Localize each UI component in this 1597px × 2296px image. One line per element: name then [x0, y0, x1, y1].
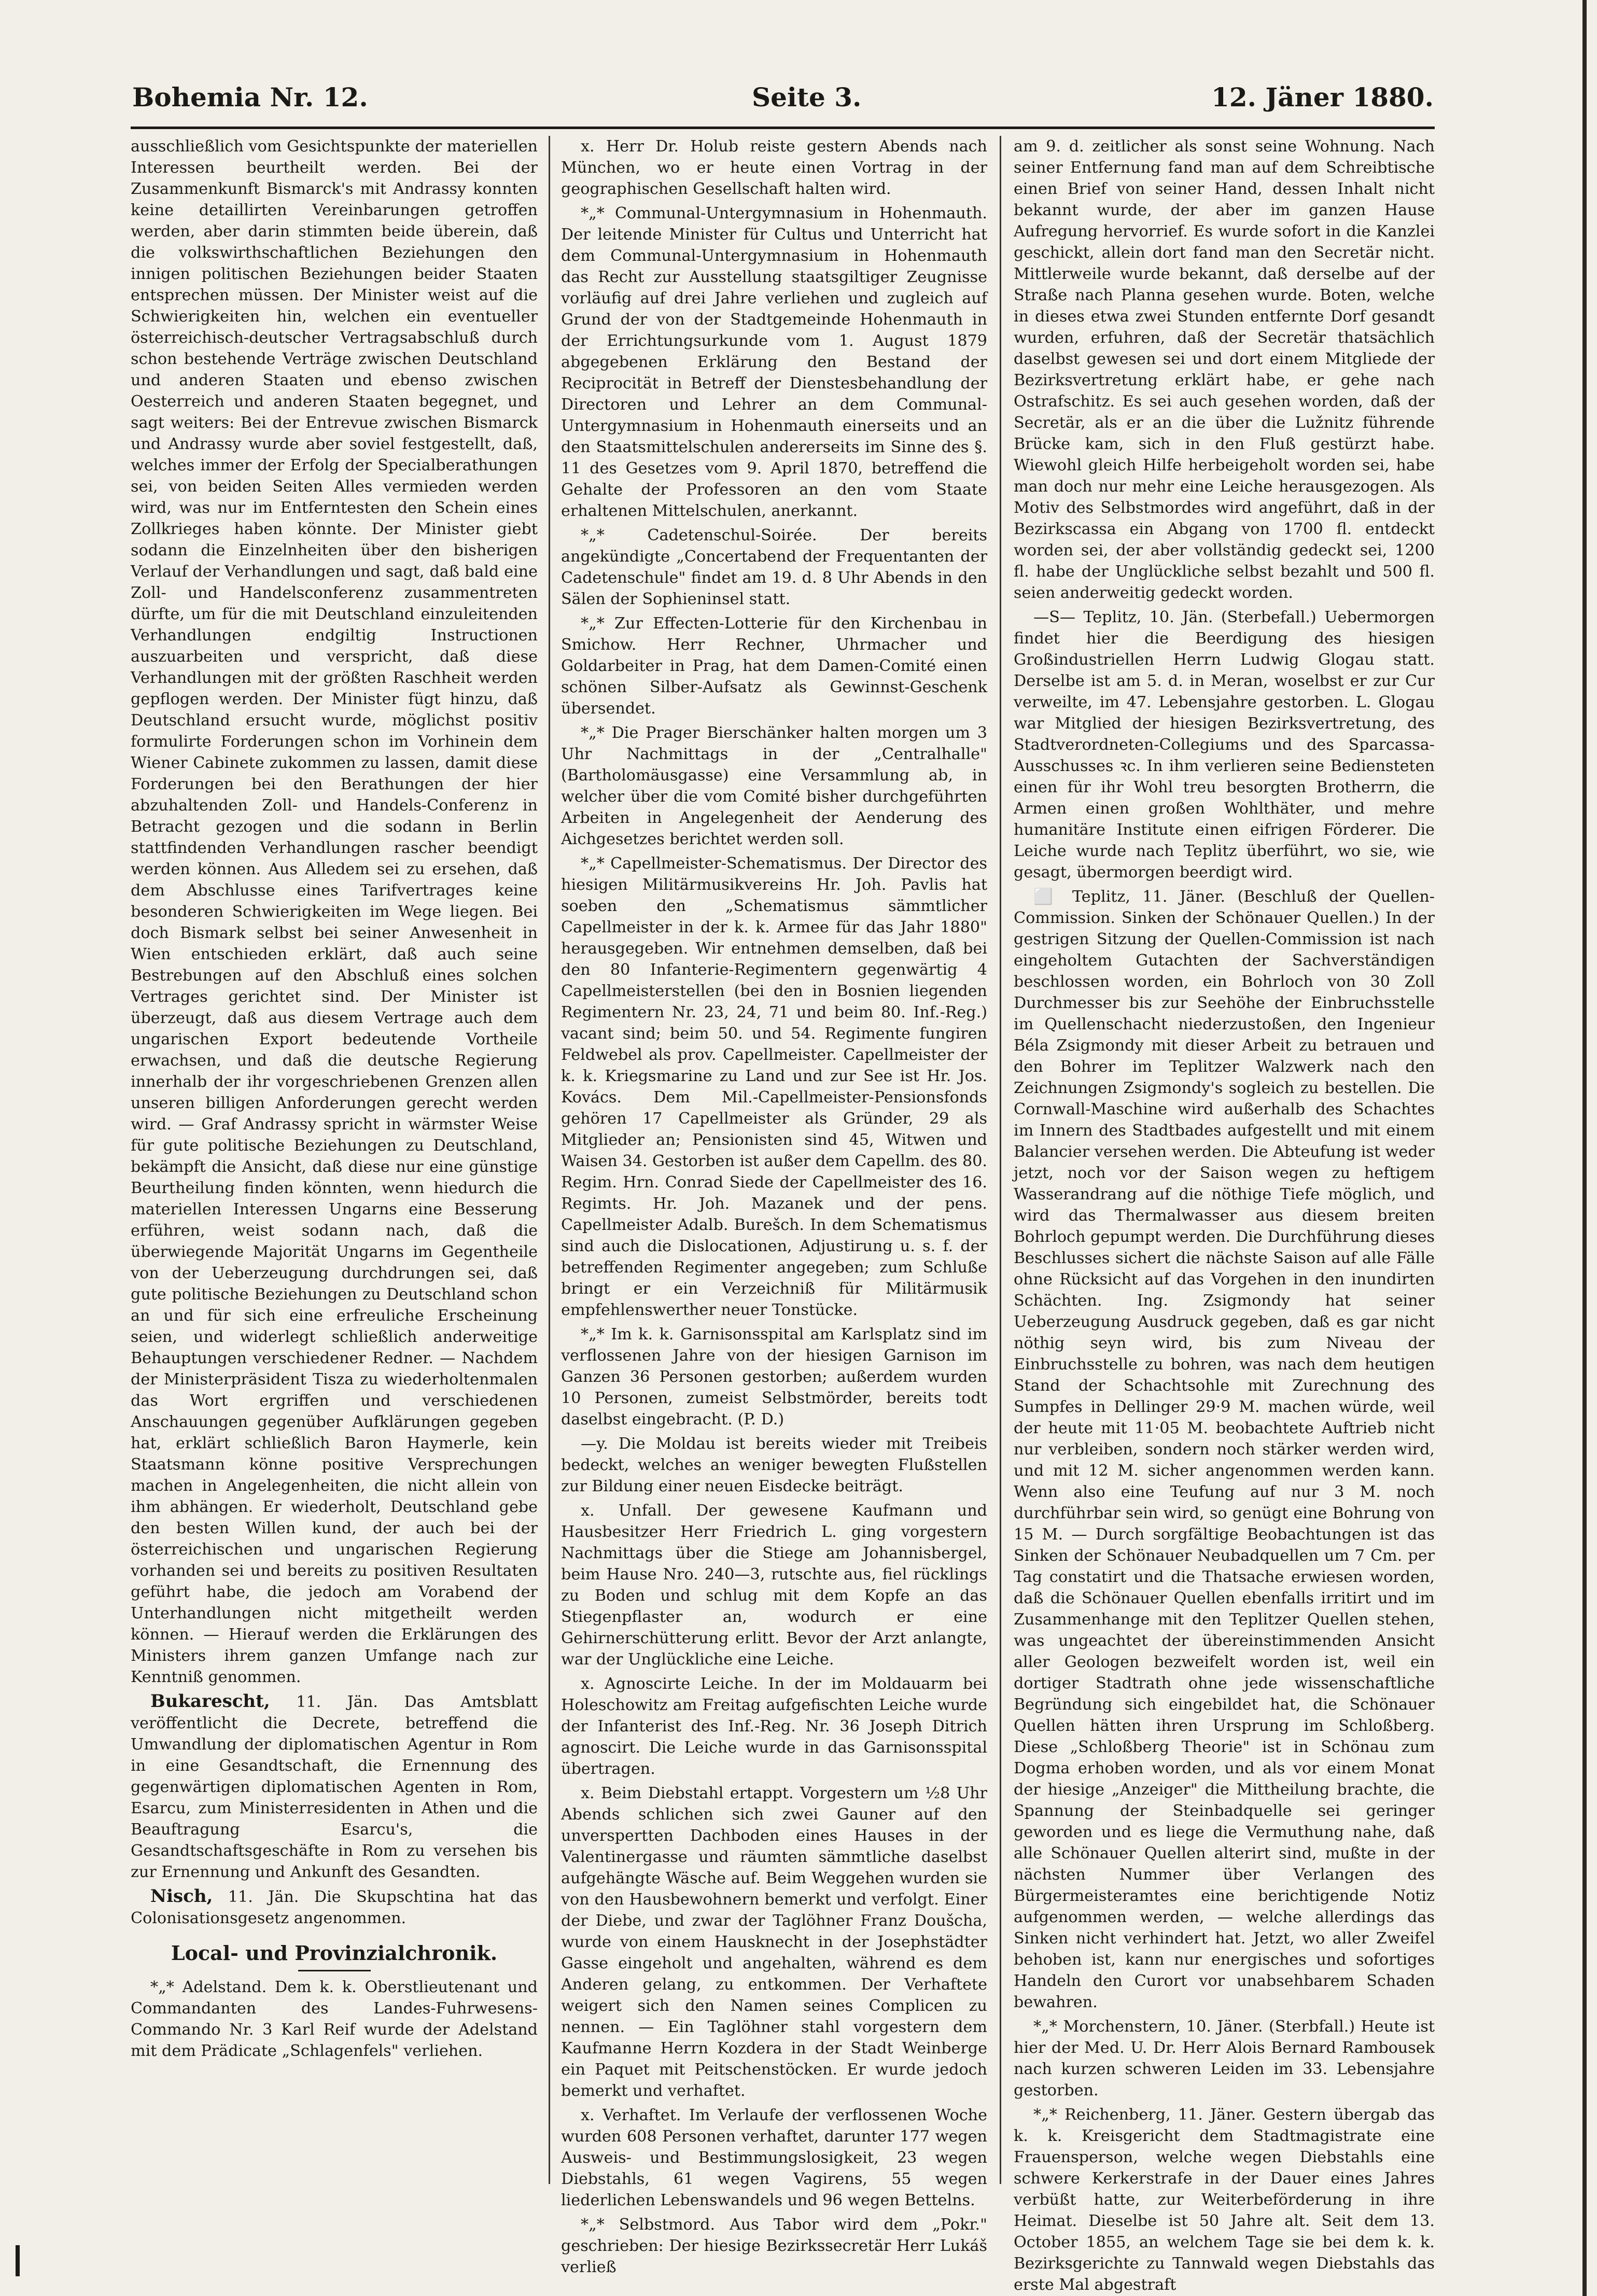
- news-item: *„* Im k. k. Garnisonsspital am Karlsplatz sind im verflossenen Jahre von der hiesigen Garnison im Ganzen 36 Personen gestorben; außerdem wurden 10 Personen, zumeist Selbstmörder, bereits todt daselbst eingebracht. (P. D.): [561, 1325, 987, 1429]
- news-item: x. Unfall. Der gewesene Kaufmann und Hausbesitzer Herr Friedrich L. ging vorgestern Nachmittags über die Stiege am Johannisbergel, beim Hause Nro. 240—3, rutschte aus, fiel rücklings zu Boden und schlug mit dem Kopfe an das Stiegenpflaster an, wodurch er eine Gehirnerschütterung erlitt. Bevor der Arzt anlangte, war der Unglückliche eine Leiche.: [561, 1502, 987, 1669]
- page-header: [132, 82, 1434, 123]
- page-edge: [1582, 0, 1587, 2296]
- header-title: Bohemia Nr. 12.: [132, 82, 368, 113]
- column-divider: [549, 136, 550, 2184]
- article-text: 11. Jän. Die Skupschtina hat das Colonisationsgesetz angenommen.: [131, 1888, 538, 1927]
- section-title: Local- und Provinzialchronik.: [171, 1941, 498, 1965]
- news-item: *„* Communal-Untergymnasium in Hohenmauth. Der leitende Minister für Cultus und Unterricht hat dem Communal-Untergymnasium in Hohenmauth das Recht zur Ausstellung staatsgiltiger Zeugnisse vorläufig auf drei Jahre verliehen und zugleich auf Grund der von der Stadtgemeinde Hohenmauth in der Errichtungsurkunde vom 1. August 1879 abgegebenen Erklärung den Bestand der Reciprocität in Betreff der Dienstesbehandlung der Directoren und Lehrer an dem Communal-Untergymnasium in Hohenmauth einerseits und an den Staatsmittelschulen andererseits im Sinne des §. 11 des Gesetzes vom 9. April 1870, betreffend die Gehalte der Professoren an den vom Staate erhaltenen Mittelschulen, anerkannt.: [561, 204, 987, 520]
- header-date: 12. Jäner 1880.: [1211, 82, 1434, 113]
- news-item: *„* Die Prager Bierschänker halten morgen um 3 Uhr Nachmittags in der „Centralhalle" (Bartholomäusgasse) eine Versammlung ab, in welcher über die vom Comité bisher durchgeführten Arbeiten in Angelegenheit der Aenderung des Aichgesetzes berichtet werden soll.: [561, 724, 987, 848]
- article-text: 11. Jän. Das Amtsblatt veröffentlicht die Decrete, betreffend die Umwandlung der diplomatischen Agentur in Rom in eine Gesandtschaft, die Ernennung des gegenwärtigen diplomatischen Agenten in Rom, Esarcu, zum Ministerresidenten in Athen und die Beauftragung Esarcu's, die Gesandtschaftsgeschäfte in Rom zu versehen bis zur Ernennung und Ankunft des Gesandten.: [131, 1693, 538, 1881]
- news-item: x. Agnoscirte Leiche. In der im Moldauarm bei Holeschowitz am Freitag aufgefischten Leiche wurde der Infanterist des Inf.-Reg. Nr. 36 Joseph Ditrich agnoscirt. Die Leiche wurde in das Garnisonsspital übertragen.: [561, 1675, 987, 1778]
- header-page-number: Seite 3.: [752, 82, 862, 113]
- dateline: Nisch,: [150, 1886, 213, 1907]
- news-item-nisch: [131, 1886, 538, 1929]
- news-item: *„* Zur Effecten-Lotterie für den Kirchenbau in Smichow. Herr Rechner, Uhrmacher und Goldarbeiter in Prag, hat dem Damen-Comité einen schönen Silber-Aufsatz als Gewinnst-Geschenk übersendet.: [561, 614, 987, 718]
- news-item: am 9. d. zeitlicher als sonst seine Wohnung. Nach seiner Entfernung fand man auf dem Schreibtische einen Brief von seiner Hand, dessen Inhalt nicht bekannt wurde, der aber im ganzen Hause Aufregung hervorrief. Es wurde sofort in die Kanzlei geschickt, allein dort fand man den Secretär nicht. Mittlerweile wurde bekannt, daß derselbe auf der Straße nach Planna gesehen wurde. Boten, welche in dieses etwa zwei Stunden entfernte Dorf gesandt wurden, erfuhren, daß der Secretär thatsächlich daselbst gewesen sei und dort einem Mitgliede der Bezirksvertretung erklärt habe, er gehe nach Ostrafschitz. Es sei auch gesehen worden, daß der Secretär, als er an die über die Lužnitz führende Brücke kam, sich in den Fluß gestürzt habe. Wiewohl gleich Hilfe herbeigeholt worden sei, habe man doch nur mehr eine Leiche herausgezogen. Als Motiv des Selbstmordes wird angeführt, daß in der Bezirkscassa ein Abgang von 1700 fl. entdeckt worden sei, der aber vollständig gedeckt sei, 1200 fl. habe der Unglückliche selbst bezahlt und 500 fl. seien anderweitig gedeckt worden.: [1014, 137, 1435, 602]
- column-divider: [1000, 136, 1001, 2184]
- news-item: —S— Teplitz, 10. Jän. (Sterbefall.) Uebermorgen findet hier die Beerdigung des hiesigen Großindustriellen Herrn Ludwig Glogau statt. Derselbe ist am 5. d. in Meran, woselbst er zur Cur verweilte, im 47. Lebensjahre gestorben. L. Glogau war Mitglied der hiesigen Bezirksvertretung, des Stadtverordneten-Collegiums und des Sparcassa-Ausschusses ꝛc. In ihm verlieren seine Bediensteten einen für ihr Wohl treu besorgten Brotherrn, die Armen einen großen Wohlthäter, und mehre humanitäre Institute einen eifrigen Förderer. Die Leiche wurde nach Teplitz überführt, wo sie, wie gesagt, übermorgen beerdigt wird.: [1014, 608, 1435, 881]
- news-item: *„* Morchenstern, 10. Jäner. (Sterbfall.) Heute ist hier der Med. U. Dr. Herr Alois Bernard Rambousek nach kurzen schweren Leiden im 33. Lebensjahre gestorben.: [1014, 2018, 1435, 2099]
- dateline: Bukarescht,: [150, 1691, 270, 1712]
- header-rule: [131, 127, 1435, 129]
- news-item: —y. Die Moldau ist bereits wieder mit Treibeis bedeckt, welches an weniger bewegten Flußstellen zur Bildung einer neuen Eisdecke beiträgt.: [561, 1435, 987, 1495]
- news-item: x. Herr Dr. Holub reiste gestern Abends nach München, wo er heute einen Vortrag in der geographischen Gesellschaft halten wird.: [561, 137, 987, 198]
- section-divider: [298, 1970, 371, 1971]
- column-2: [561, 136, 987, 2276]
- news-item: *„* Cadetenschul-Soirée. Der bereits angekündigte „Concertabend der Frequentanten der Cadetenschule" findet am 19. d. 8 Uhr Abends in den Sälen der Sophieninsel statt.: [561, 526, 987, 608]
- news-item: x. Verhaftet. Im Verlaufe der verflossenen Woche wurden 608 Personen verhaftet, darunter 177 wegen Ausweis- und Bestimmungslosigkeit, 23 wegen Diebstahls, 61 wegen Vagirens, 55 wegen liederlichen Lebenswandels und 96 wegen Bettelns.: [561, 2106, 987, 2209]
- news-item: x. Beim Diebstahl ertappt. Vorgestern um ½8 Uhr Abends schlichen sich zwei Gauner auf den unverspertten Dachboden eines Hauses in der Valentinergasse und räumten sämmtliche daselbst aufgehängte Wäsche auf. Beim Weggehen wurden sie von den Hausbewohnern bemerkt und verfolgt. Einer der Diebe, und zwar der Taglöhner Franz Doušcha, wurde von einem Hausknecht in der Josephstädter Gasse eingeholt und angehalten, während es dem Anderen gelang, zu entkommen. Der Verhaftete weigert sich den Namen seines Complicen zu nennen. — Ein Taglöhner stahl vorgestern dem Kaufmanne Herrn Kozdera in der Stadt Weinberge ein Paquet mit Peitschenstöcken. Er wurde jedoch bemerkt und verhaftet.: [561, 1784, 987, 2100]
- news-item: ⬜ Teplitz, 11. Jäner. (Beschluß der Quellen-Commission. Sinken der Schönauer Quellen.) In der gestrigen Sitzung der Quellen-Commission ist nach eingeholtem Gutachten der Sachverständigen beschlossen worden, ein Bohrloch von 30 Zoll Durchmesser bis zur Seehöhe der Einbruchsstelle im Quellenschacht niederzustoßen, den Ingenieur Béla Zsigmondy mit dieser Arbeit zu betrauen und den Bohrer im Teplitzer Walzwerk nach den Zeichnungen Zsigmondy's sogleich zu bestellen. Die Cornwall-Maschine wird außerhalb des Schachtes im Innern des Stadtbades aufgestellt und mit einem Balancier versehen werden. Die Abteufung ist weder jetzt, noch vor der Saison wegen zu heftigem Wasserandrang auf die nöthige Tiefe möglich, und wird das Thermalwasser aus diesem breiten Bohrloch gepumpt werden. Die Durchführung dieses Beschlusses sichert die nächste Saison auf alle Fälle ohne Rücksicht auf das Vorgehen in den inundirten Schächten. Ing. Zsigmondy hat seiner Ueberzeugung Ausdruck gegeben, daß es gar nicht nöthig seyn wird, bis zum Niveau der Einbruchsstelle zu bohren, was nach dem heutigen Stand der Schachtsohle mit Zurechnung des Sumpfes in Dellinger 29·9 M. machen würde, weil der heute mit 11·05 M. beobachtete Auftrieb nicht nur verbleiben, sondern noch stärker werden wird, und mit 12 M. sicher angenommen werden kann. Wenn also eine Teufung auf nur 3 M. noch durchführbar sein wird, so genügt eine Bohrung von 15 M. — Durch sorgfältige Beobachtungen ist das Sinken der Schönauer Neubadquellen um 7 Cm. per Tag constatirt und die Thatsache erwiesen worden, daß die Schönauer Quellen ebenfalls irritirt und im Zusammenhange mit den Teplitzer Quellen stehen, was ungeachtet der übereinstimmenden Ansicht aller Geologen bezweifelt worden ist, weil ein dortiger Stadtrath ohne jede wissenschaftliche Begründung sich eingebildet hat, die Schönauer Quellen hätten ihren Ursprung im Schloßberg. Diese „Schloßberg Theorie" ist in Schönau zum Dogma erhoben worden, und als vor einem Monat der hiesige „Anzeiger" die Mittheilung brachte, die Spannung der Steinbadquelle sei geringer geworden und es liege die Vermuthung nahe, daß alle Schönauer Quellen alterirt sind, mußte in der nächsten Nummer über Verlangen des Bürgermeisteramtes eine berichtigende Notiz aufgenommen werden, — welche allerdings das Sinken nicht verhindert hat. Jetzt, wo aller Zweifel behoben ist, kann nur energisches und sofortiges Handeln den Curort vor unabsehbarem Schaden bewahren.: [1014, 888, 1435, 2011]
- column-1: [131, 136, 538, 2096]
- news-item: *„* Capellmeister-Schematismus. Der Director des hiesigen Militärmusikvereins Hr. Joh. Pavlis hat soeben den „Schematismus sämmtlicher Capellmeister in der k. k. Armee für das Jahr 1880" herausgegeben. Wir entnehmen demselben, daß bei den 80 Infanterie-Regimentern gegenwärtig 4 Capellmeisterstellen (bei den in Bosnien liegenden Regimentern Nr. 23, 24, 71 und beim 80. Inf.-Reg.) vacant sind; beim 50. und 54. Regimente fungiren Feldwebel als prov. Capellmeister. Capellmeister der k. k. Kriegsmarine zu Land und zur See ist Hr. Jos. Kovács. Dem Mil.-Capellmeister-Pensionsfonds gehören 17 Capellmeister als Gründer, 29 als Mitglieder an; Pensionisten sind 45, Witwen und Waisen 34. Gestorben ist außer dem Capellm. des 80. Regim. Hrn. Conrad Siede der Capellmeister des 16. Regimts. Hr. Joh. Mazanek und der pens. Capellmeister Adalb. Burešch. In dem Schematismus sind auch die Dislocationen, Adjustirung u. s. f. der betreffenden Regimenter angegeben; zum Schluße bringt er ein Verzeichniß für Militärmusik empfehlenswerther neuer Tonstücke.: [561, 855, 987, 1319]
- column-3: [1014, 136, 1435, 2294]
- news-item-bukarest: [131, 1691, 538, 1883]
- news-item: *„* Reichenberg, 11. Jäner. Gestern übergab das k. k. Kreisgericht dem Stadtmagistrate eine Frauensperson, welche wegen Diebstahls eine schwere Kerkerstrafe in der Dauer eines Jahres verbüßt hatte, zur Weiterbeförderung in ihre Heimat. Dieselbe ist 50 Jahre alt. Seit dem 13. October 1855, an welchem Tage sie bei dem k. k. Bezirksgerichte zu Tannwald wegen Diebstahls das erste Mal abgestraft: [1014, 2106, 1435, 2294]
- news-item: *„* Selbstmord. Aus Tabor wird dem „Pokr." geschrieben: Der hiesige Bezirkssecretär Herr Lukáš verließ: [561, 2216, 987, 2276]
- news-item: *„* Adelstand. Dem k. k. Oberstlieutenant und Commandanten des Landes-Fuhrwesens-Commando Nr. 3 Karl Reif wurde der Adelstand mit dem Prädicate „Schlagenfels" verliehen.: [131, 1978, 538, 2060]
- margin-mark: [16, 2245, 20, 2276]
- article-text: ausschließlich vom Gesichtspunkte der materiellen Interessen beurtheilt werden. Bei der Zusammenkunft Bismarck's mit Andrassy konnten keine detaillirten Vereinbarungen getroffen werden, aber darin stimmten beide überein, daß die volkswirthschaftlichen Beziehungen den innigen politischen Beziehungen beider Staaten entsprechen müssen. Der Minister weist auf die Schwierigkeiten hin, welchen ein eventueller österreichisch-deutscher Vertragsabschluß durch schon bestehende Verträge zwischen Deutschland und anderen Staaten und ebenso zwischen Oesterreich und anderen Staaten begegnet, und sagt weiters: Bei der Entrevue zwischen Bismarck und Andrassy wurde aber soviel festgestellt, daß, welches immer der Erfolg der Specialberathungen sei, von beiden Seiten Alles vermieden werden wird, was nur im Entferntesten den Schein eines Zollkrieges haben könnte. Der Minister giebt sodann die Einzelnheiten über den bisherigen Verlauf der Verhandlungen und sagt, daß bald eine Zoll- und Handelsconferenz zusammentreten dürfte, um für die mit Deutschland einzuleitenden Verhandlungen endgiltig Instructionen auszuarbeiten und verspricht, daß diese Verhandlungen mit der größten Raschheit werden gepflogen werden. Der Minister fügt hinzu, daß Deutschland ersucht wurde, möglichst positiv formulirte Forderungen schon im Vorhinein dem Wiener Cabinete zukommen zu lassen, damit diese Forderungen bei den Berathungen der hier abzuhaltenden Zoll- und Handels-Conferenz in Betracht gezogen und die sodann in Berlin stattfindenden Verhandlungen rascher beendigt werden können. Aus Alledem sei zu ersehen, daß dem Abschlusse eines Tarifvertrages keine besonderen Schwierigkeiten im Wege liegen. Bei doch Bismark selbst bei seiner Anwesenheit in Wien entschieden erklärt, daß auch seine Bestrebungen auf den Abschluß eines solchen Vertrages gerichtet sind. Der Minister ist überzeugt, daß aus diesem Vertrage auch dem ungarischen Export bedeutende Vortheile erwachsen, und daß die deutsche Regierung innerhalb der ihr vorgeschriebenen Grenzen allen unseren billigen Anforderungen gerecht werden wird. — Graf Andrassy spricht in wärmster Weise für gute politische Beziehungen zu Deutschland, bekämpft die Ansicht, daß diese nur eine günstige Beurtheilung finden könnten, wenn hiedurch die materiellen Interessen Ungarns eine Besserung erführen, weist sodann nach, daß die überwiegende Majorität Ungarns im Gegentheile von der Ueberzeugung durchdrungen sei, daß gute politische Beziehungen zu Deutschland schon an und für sich eine erfreuliche Erscheinung seien, und widerlegt schließlich anderweitige Behauptungen verschiedener Redner. — Nachdem der Ministerpräsident Tisza zu wiederholtenmalen das Wort ergriffen und verschiedenen Anschauungen gegenüber Aufklärungen gegeben hat, erklärt schließlich Baron Haymerle, kein Staatsmann könne positive Versprechungen machen in Angelegenheiten, die nicht allein von ihm abhängen. Er wiederholt, Deutschland gebe den besten Willen kund, der auch bei der österreichischen und ungarischen Regierung vorhanden sei und bereits zu positiven Resultaten geführt habe, die jedoch am Vorabend der Unterhandlungen nicht mitgetheilt werden können. — Hierauf werden die Erklärungen des Ministers ihrem ganzen Umfange nach zur Kenntniß genommen.: [131, 137, 538, 1686]
